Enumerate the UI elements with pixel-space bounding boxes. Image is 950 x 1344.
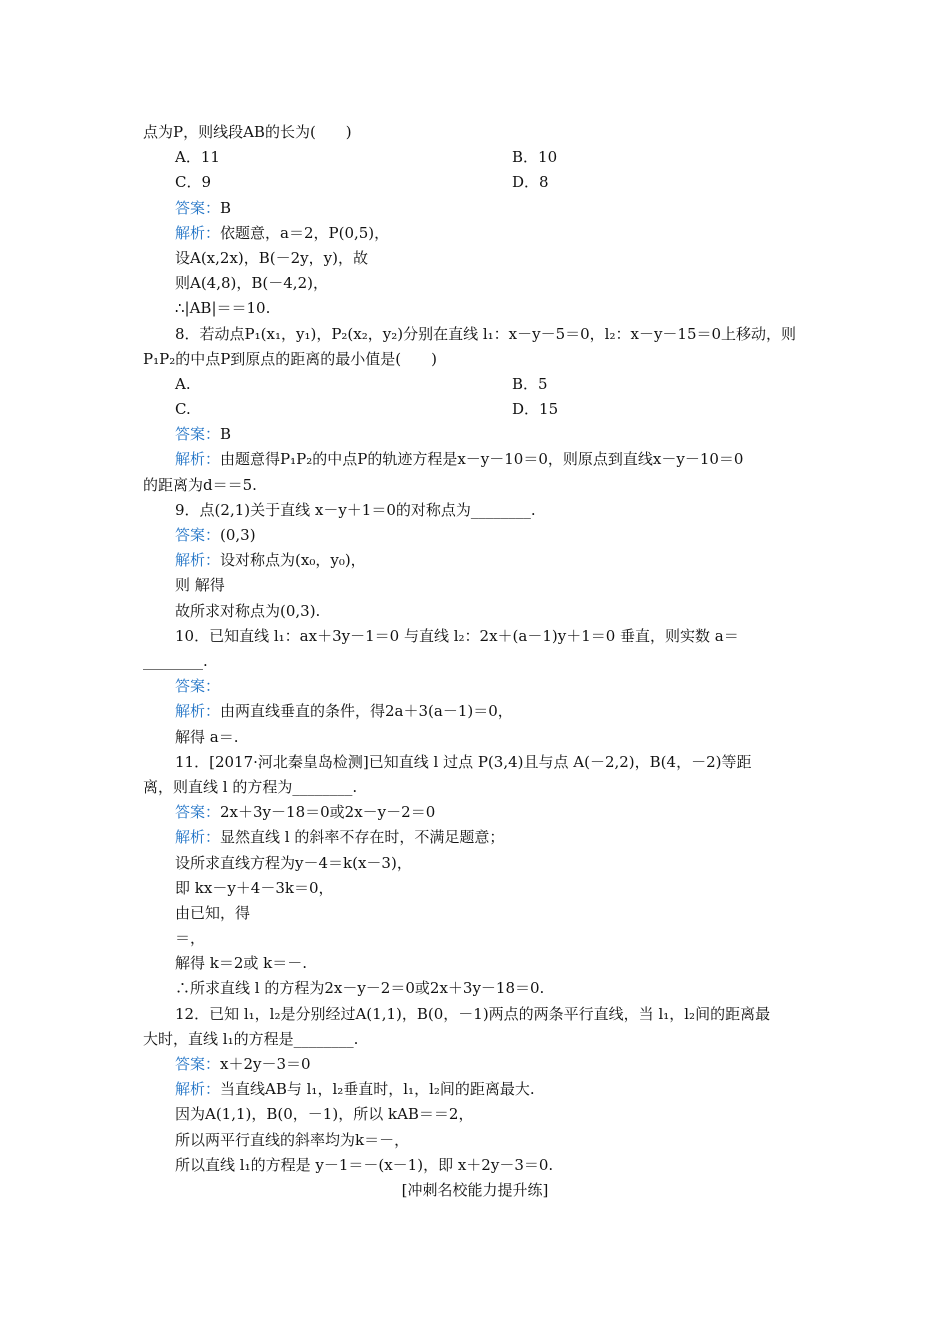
answer-label: 答案：: [175, 526, 221, 544]
analysis-label: 解析：: [175, 702, 221, 720]
q12-stem: 12．已知 l₁，l₂是分别经过A(1,1)，B(0，－1)两点的两条平行直线，当 l₁，l₂间的距离最: [175, 1005, 771, 1023]
q7-option-d: D．8: [512, 173, 549, 191]
analysis-label: 解析：: [175, 224, 221, 242]
q8-option-d: D．15: [512, 400, 559, 418]
q9-stem: 9．点(2,1)关于直线 x－y＋1＝0的对称点为________.: [175, 501, 536, 519]
q10-answer: [175, 676, 220, 696]
q7-stem-tail: 点为P，则线段AB的长为( ): [143, 123, 352, 141]
section-heading: [冲刺名校能力提升练]: [401, 1181, 549, 1199]
q11-analysis-line: 设所求直线方程为y－4＝k(x－3)，: [175, 854, 412, 872]
q10-analysis: 解析：由两直线垂直的条件，得2a＋3(a－1)＝0，: [175, 702, 513, 720]
answer-label: 答案：: [175, 803, 221, 821]
q11-analysis: 解析：显然直线 l 的斜率不存在时，不满足题意；: [175, 828, 505, 846]
q10-stem: 10．已知直线 l₁：ax＋3y－1＝0 与直线 l₂：2x＋(a－1)y＋1＝0 垂直，则实数 a＝: [175, 627, 739, 645]
q7-answer: 答案：B: [175, 199, 232, 217]
q12-analysis: 解析：当直线AB与 l₁，l₂垂直时，l₁，l₂间的距离最大.: [175, 1080, 535, 1098]
q8-stem: 8．若动点P₁(x₁，y₁)，P₂(x₂，y₂)分别在直线 l₁：x－y－5＝0，l₂：x－y－15＝0上移动，则: [175, 325, 797, 343]
q12-analysis-line: 因为A(1,1)，B(0，－1)，所以 kAB＝＝2，: [175, 1105, 474, 1123]
q12-stem-cont: 大时，直线 l₁的方程是________.: [143, 1030, 359, 1048]
q7-option-b: B．10: [512, 148, 558, 166]
q9-analysis-line: 则 解得: [175, 576, 225, 594]
q8-analysis-cont: 的距离为d＝＝5.: [143, 476, 257, 494]
q7-analysis: 解析：依题意，a＝2，P(0,5)，: [175, 224, 390, 242]
q11-analysis-line: 即 kx－y＋4－3k＝0，: [175, 879, 334, 897]
q12-analysis-line: 所以两平行直线的斜率均为k＝－，: [175, 1131, 410, 1149]
q7-analysis-line: 则A(4,8)，B(－4,2)，: [175, 274, 328, 292]
q8-option-b: B．5: [512, 375, 548, 393]
q8-stem-cont: P₁P₂的中点P到原点的距离的最小值是( ): [143, 350, 438, 368]
q8-option-a: A.: [175, 375, 191, 393]
q11-analysis-line: ＝，: [175, 929, 206, 947]
q8-answer: 答案：B: [175, 425, 232, 443]
q8-analysis: 解析：由题意得P₁P₂的中点P的轨迹方程是x－y－10＝0，则原点到直线x－y－10＝0: [175, 450, 744, 468]
q11-analysis-line: 由已知，得: [175, 904, 251, 922]
q10-analysis-line: 解得 a＝.: [175, 728, 239, 746]
analysis-label: 解析：: [175, 828, 221, 846]
q7-analysis-line: ∴|AB|＝＝10.: [175, 299, 271, 317]
analysis-label: 解析：: [175, 551, 221, 569]
answer-label: 答案：: [175, 677, 221, 695]
q9-answer: 答案：(0,3): [175, 526, 256, 544]
q12-answer: 答案：x＋2y－3＝0: [175, 1055, 311, 1073]
q11-answer: 答案：2x＋3y－18＝0或2x－y－2＝0: [175, 803, 436, 821]
analysis-label: 解析：: [175, 1080, 221, 1098]
q11-analysis-line: ∴所求直线 l 的方程为2x－y－2＝0或2x＋3y－18＝0.: [175, 979, 545, 997]
q10-stem-cont: ________.: [143, 652, 208, 670]
analysis-label: 解析：: [175, 450, 221, 468]
q12-analysis-line: 所以直线 l₁的方程是 y－1＝－(x－1)，即 x＋2y－3＝0.: [175, 1156, 554, 1174]
q7-analysis-line: 设A(x,2x)，B(－2y，y)，故: [175, 249, 368, 267]
q7-option-c: C．9: [175, 173, 212, 191]
q8-option-c: C.: [175, 400, 191, 418]
q11-stem-cont: 离，则直线 l 的方程为________.: [143, 778, 358, 796]
answer-label: 答案：: [175, 425, 221, 443]
q9-analysis: 解析：设对称点为(x₀，y₀)，: [175, 551, 366, 569]
q7-option-a: A．11: [175, 148, 220, 166]
answer-label: 答案：: [175, 199, 221, 217]
q11-analysis-line: 解得 k＝2或 k＝－.: [175, 954, 308, 972]
answer-label: 答案：: [175, 1055, 221, 1073]
q11-stem: 11．[2017·河北秦皇岛检测]已知直线 l 过点 P(3,4)且与点 A(－2,2)，B(4，－2)等距: [175, 753, 752, 771]
q9-analysis-line: 故所求对称点为(0,3).: [175, 602, 321, 620]
